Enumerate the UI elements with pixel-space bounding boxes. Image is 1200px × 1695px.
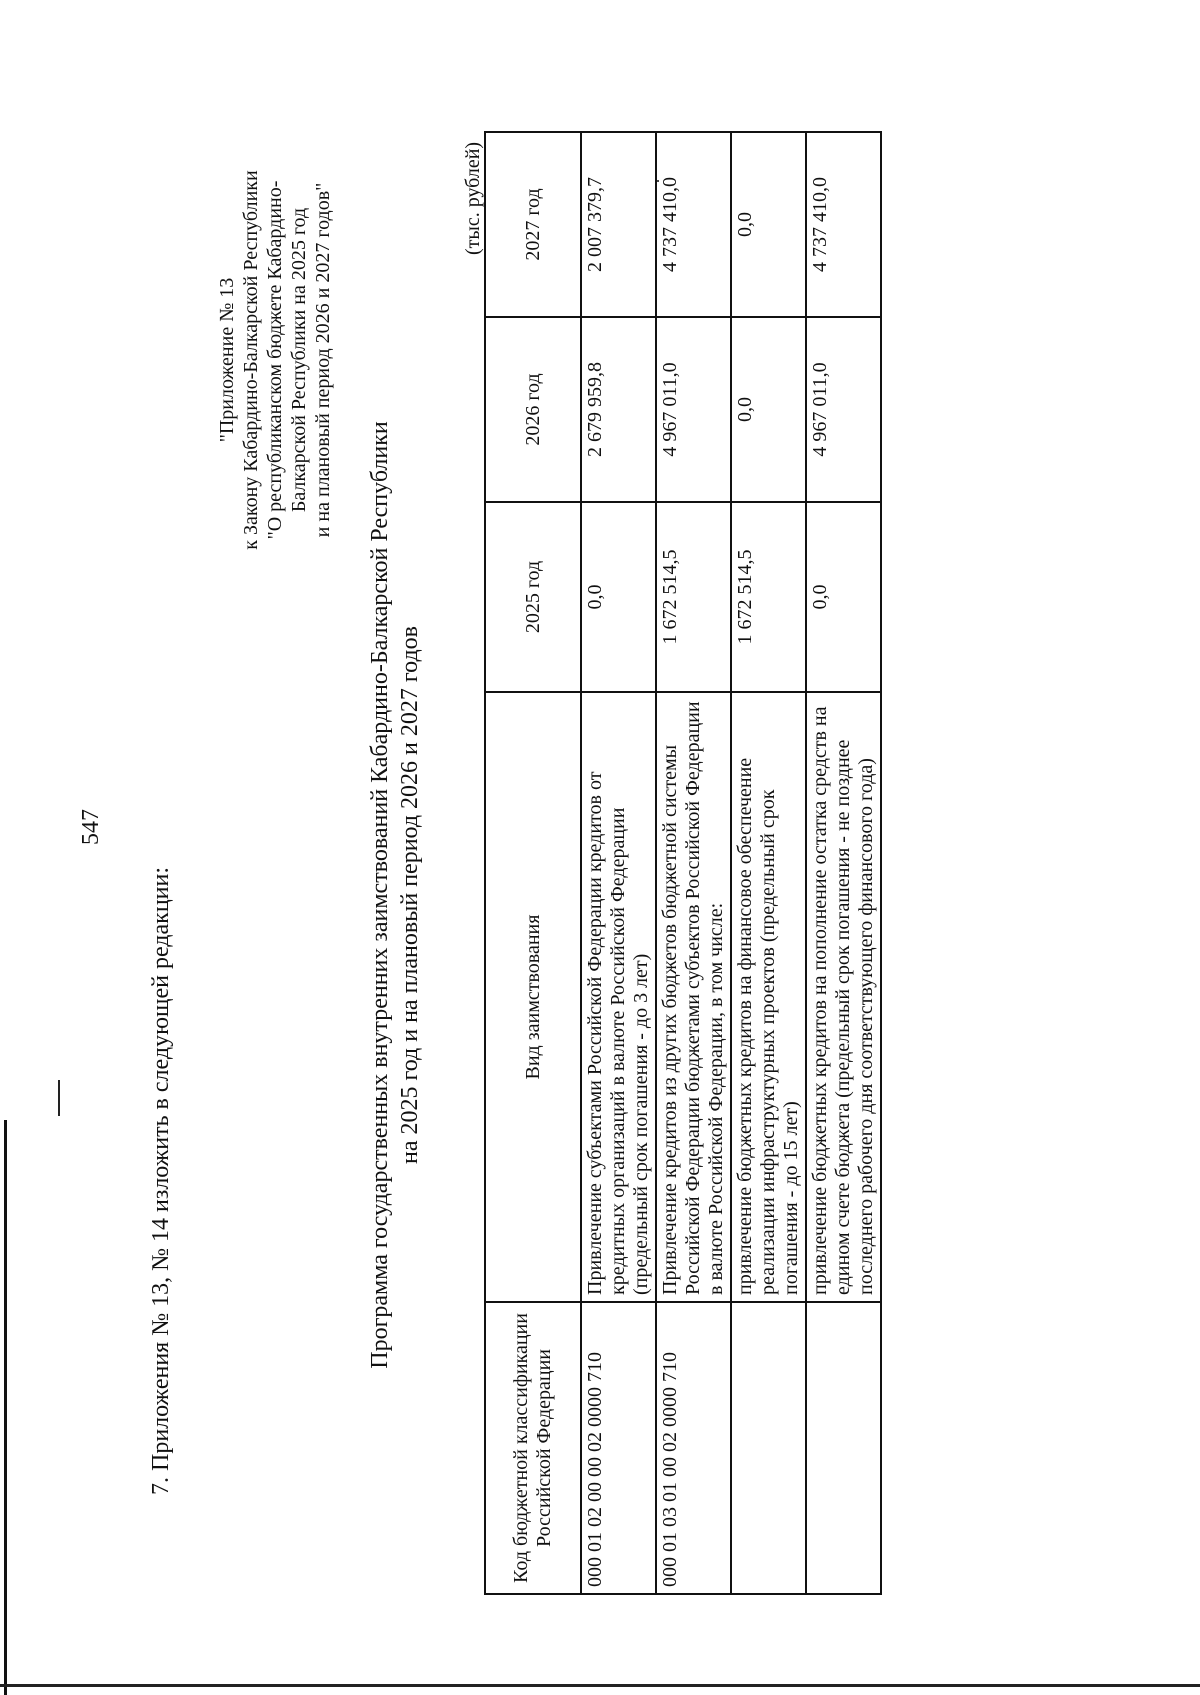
row-value-2026: 2 679 959,8 — [581, 317, 656, 502]
appendix-line-4: Балкарской Республики на 2025 год — [288, 207, 310, 513]
table-row — [656, 132, 731, 1594]
appendix-line-2: к Закону Кабардино-Балкарской Республики — [240, 170, 262, 550]
program-title-line-2: на 2025 год и на плановый период 2026 и 2027 годов — [397, 625, 423, 1165]
table-row — [581, 132, 656, 1594]
row-value-2027: 4 737 410,0 — [656, 132, 731, 317]
row-value-2025: 1 672 514,5 — [731, 502, 806, 692]
header-2027: 2027 год — [485, 132, 581, 317]
appendix-heading — [215, 115, 335, 605]
row-value-2027: 2 007 379,7 — [581, 132, 656, 317]
appendix-line-5: и на плановый период 2026 и 2027 годов" — [312, 182, 334, 538]
row-value-2025: 1 672 514,5 — [656, 502, 731, 692]
row-value-2026: 0,0 — [731, 317, 806, 502]
row-code: 000 01 02 00 00 02 0000 710 — [581, 1302, 656, 1594]
row-type: Привлечение субъектами Российской Федерации кредитов от кредитных организаций в валюте Российской Федерации (предельный срок погашения - до 3 лет) — [581, 692, 656, 1302]
row-value-2026: 4 967 011,0 — [656, 317, 731, 502]
row-code — [731, 1302, 806, 1594]
row-value-2025: 0,0 — [581, 502, 656, 692]
header-2026: 2026 год — [485, 317, 581, 502]
appendix-line-3: "О республиканском бюджете Кабардино- — [264, 180, 286, 540]
borrowing-table — [484, 131, 882, 1595]
table-row — [731, 132, 806, 1594]
table-header-row — [485, 132, 581, 1594]
row-type: привлечение бюджетных кредитов на пополнение остатка средств на едином счете бюджета (предельный срок погашения - не позднее последнего рабочего дня соответствующего финансового года) — [806, 692, 881, 1302]
header-type: Вид заимствования — [485, 692, 581, 1302]
row-value-2027: 4 737 410,0 — [806, 132, 881, 317]
row-value-2027: 0,0 — [731, 132, 806, 317]
header-code: Код бюджетной классификации Российской Федерации — [485, 1302, 581, 1594]
appendix-line-1: "Приложение № 13 — [216, 277, 238, 443]
row-code: 000 01 03 01 00 02 0000 710 — [656, 1302, 731, 1594]
row-type: привлечение бюджетных кредитов на финансовое обеспечение реализации инфраструктурных проектов (предельный срок погашения - до 15 лет) — [731, 692, 806, 1302]
units-label: (тыс. рублей) — [462, 141, 484, 255]
row-type: Привлечение кредитов из других бюджетов бюджетной системы Российской Федерации бюджетами субъектов Российской Федерации в валюте Российской Федерации, в том числе: — [656, 692, 731, 1302]
table-row — [806, 132, 881, 1594]
intro-text: 7. Приложения № 13, № 14 изложить в следующей редакции: — [148, 866, 174, 1495]
header-2025: 2025 год — [485, 502, 581, 692]
program-title-line-1: Программа государственных внутренних заимствований Кабардино-Балкарской Республики — [367, 421, 393, 1369]
row-code — [806, 1302, 881, 1594]
row-value-2026: 4 967 011,0 — [806, 317, 881, 502]
row-value-2025: 0,0 — [806, 502, 881, 692]
program-title — [365, 395, 425, 1395]
page-number: 547 — [78, 809, 104, 845]
